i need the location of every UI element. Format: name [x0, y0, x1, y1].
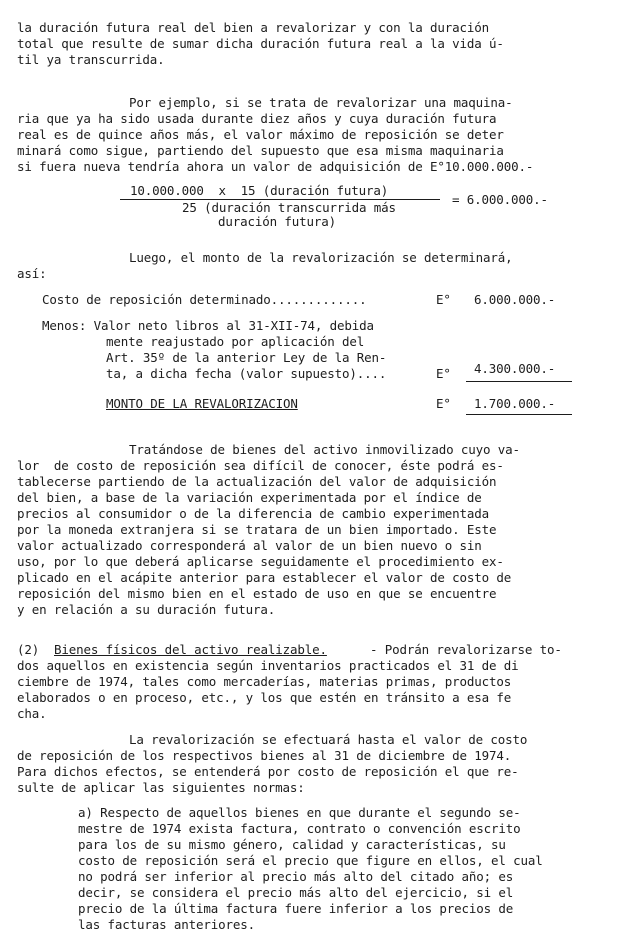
calc-label: mente reajustado por aplicación del — [106, 334, 365, 349]
list-item-text: a) Respecto de aquellos bienes en que durante el segundo se- — [78, 805, 521, 820]
calc-amount: 4.300.000.- — [474, 361, 556, 376]
text-line: dos aquellos en existencia según inventarios practicados el 31 de di — [17, 658, 519, 673]
text-line: total que resulte de sumar dicha duración futura real a la vida ú- — [17, 36, 504, 51]
text-line: tablecerse partiendo de la actualización del valor de adquisición — [17, 474, 497, 489]
text-line: elaborados o en proceso, etc., y los que estén en tránsito a esa fe — [17, 690, 512, 705]
text-line: real es de quince años más, el valor máximo de reposición se deter — [17, 127, 504, 142]
formula-result: = 6.000.000.- — [452, 192, 548, 207]
section-heading: Bienes físicos del activo realizable. — [54, 642, 327, 657]
currency-symbol: E° — [436, 396, 451, 411]
text-line: cha. — [17, 706, 47, 721]
calc-label: MONTO DE LA REVALORIZACION — [106, 396, 298, 411]
text-line: del bien, a base de la variación experimentada por el índice de — [17, 490, 482, 505]
calc-amount: 1.700.000.- — [474, 396, 556, 411]
sum-rule — [466, 381, 572, 382]
formula-denominator: 25 (duración transcurrida más — [182, 200, 396, 215]
text-line: til ya transcurrida. — [17, 52, 165, 67]
list-item-text: costo de reposición será el precio que figure en ellos, el cual — [78, 853, 543, 868]
text-line: minará como sigue, partiendo del supuesto que esa misma maquinaria — [17, 143, 504, 158]
list-item-text: mestre de 1974 exista factura, contrato o convención escrito — [78, 821, 521, 836]
text-line: La revalorización se efectuará hasta el valor de costo — [129, 732, 528, 747]
text-line: la duración futura real del bien a revalorizar y con la duración — [17, 20, 490, 35]
text-line: por la moneda extranjera si se tratara de un bien importado. Este — [17, 522, 497, 537]
list-item-text: las facturas anteriores. — [78, 917, 256, 932]
text-line: lor de costo de reposición sea difícil de conocer, éste podrá es- — [17, 458, 504, 473]
text-line: ria que ya ha sido usada durante diez años y cuya duración futura — [17, 111, 497, 126]
list-item-text: precio de la última factura fuere inferior a los precios de — [78, 901, 514, 916]
text-line: sulte de aplicar las siguientes normas: — [17, 780, 305, 795]
text-line: ciembre de 1974, tales como mercaderías, materias primas, productos — [17, 674, 512, 689]
currency-symbol: E° — [436, 366, 451, 381]
total-rule — [466, 414, 572, 415]
text-line: - Podrán revalorizarse to- — [370, 642, 562, 657]
list-item-text: no podrá ser inferior al precio más alto del citado año; es — [78, 869, 514, 884]
currency-symbol: E° — [436, 292, 451, 307]
list-item-text: para los de su mismo género, calidad y características, su — [78, 837, 506, 852]
text-line: de reposición de los respectivos bienes al 31 de diciembre de 1974. — [17, 748, 512, 763]
list-item-text: decir, se considera el precio más alto del ejercicio, si el — [78, 885, 514, 900]
calc-amount: 6.000.000.- — [474, 292, 556, 307]
text-line: plicado en el acápite anterior para establecer el valor de costo de — [17, 570, 512, 585]
calc-label: ta, a dicha fecha (valor supuesto).... — [106, 366, 387, 381]
text-line: y en relación a su duración futura. — [17, 602, 276, 617]
text-line: reposición del mismo bien en el estado de uso en que se encuentre — [17, 586, 497, 601]
calc-label: Art. 35º de la anterior Ley de la Ren- — [106, 350, 387, 365]
text-line: si fuera nueva tendría ahora un valor de adquisición de E°10.000.000.- — [17, 159, 534, 174]
text-line: Por ejemplo, si se trata de revalorizar una maquina- — [129, 95, 513, 110]
calc-label: Menos: Valor neto libros al 31-XII-74, debida — [42, 318, 374, 333]
text-line: Luego, el monto de la revalorización se determinará, — [129, 250, 513, 265]
text-line: precios al consumidor o de la diferencia de cambio experimentada — [17, 506, 490, 521]
formula-denominator: duración futura) — [218, 214, 337, 229]
formula-numerator: 10.000.000 x 15 (duración futura) — [130, 183, 389, 198]
section-number: (2) — [17, 642, 40, 657]
text-line: así: — [17, 266, 47, 281]
calc-label: Costo de reposición determinado............. — [42, 292, 367, 307]
text-line: valor actualizado corresponderá al valor de un bien nuevo o sin — [17, 538, 482, 553]
text-line: uso, por lo que deberá aplicarse seguidamente el procedimiento ex- — [17, 554, 504, 569]
text-line: Para dichos efectos, se entenderá por costo de reposición el que re- — [17, 764, 519, 779]
text-line: Tratándose de bienes del activo inmovilizado cuyo va- — [129, 442, 520, 457]
